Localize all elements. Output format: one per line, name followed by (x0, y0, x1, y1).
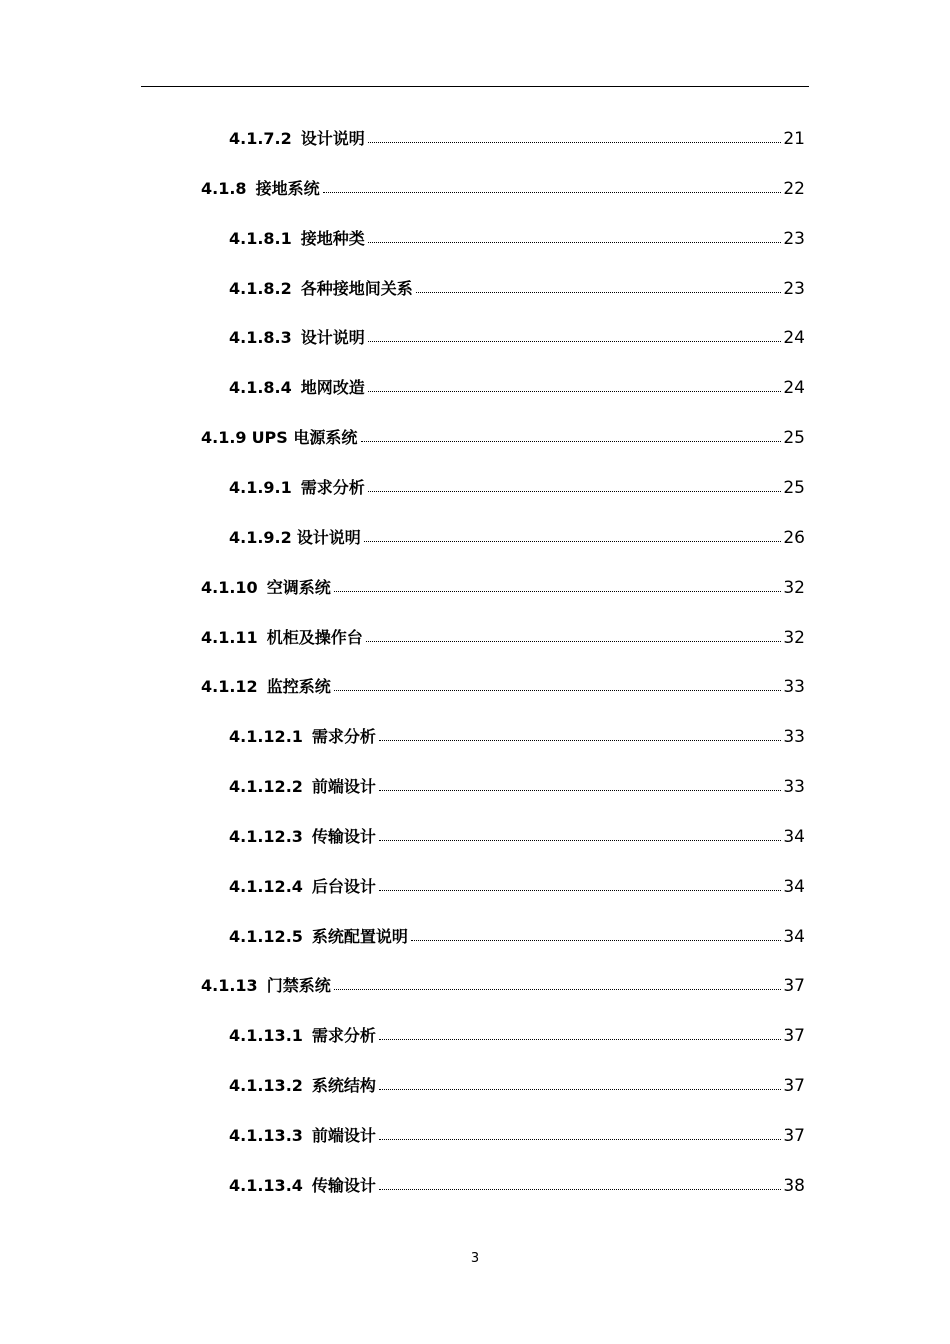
toc-entry-number: 4.1.12.3 (229, 826, 303, 846)
toc-entry[interactable] (0, 725, 950, 749)
toc-entry-text (229, 875, 950, 899)
toc-entry-page: 23 (783, 278, 805, 299)
toc-entry[interactable] (0, 675, 950, 699)
toc-entry-text (229, 775, 950, 799)
toc-entry-title: 前端设计 (311, 1126, 376, 1145)
toc-entry-title: 系统配置说明 (311, 926, 408, 946)
toc-entry[interactable] (0, 775, 950, 799)
toc-entry-page: 26 (783, 527, 805, 548)
toc-entry[interactable] (0, 376, 950, 400)
toc-dot-leader (323, 192, 781, 193)
toc-entry-number: 4.1.8.1 (229, 228, 292, 248)
toc-entry-page: 25 (783, 428, 805, 449)
toc-entry-number: 4.1.12 (201, 677, 258, 697)
toc-dot-leader (379, 1189, 781, 1190)
toc-entry-text (229, 526, 950, 550)
toc-dot-leader (379, 1039, 781, 1040)
toc-entry-text (229, 1074, 950, 1098)
toc-dot-leader (368, 391, 781, 392)
toc-entry[interactable] (0, 326, 950, 350)
toc-entry-number: 4.1.9.2 (229, 527, 292, 547)
toc-entry-text (229, 1024, 950, 1048)
toc-entry[interactable] (0, 476, 950, 500)
toc-entry-text (201, 576, 950, 600)
toc-entry-number: 4.1.10 (201, 577, 258, 597)
toc-entry[interactable] (0, 127, 950, 151)
toc-entry-title: UPS 电源系统 (251, 428, 358, 448)
toc-entry-text (229, 376, 950, 400)
toc-entry-title: 系统结构 (311, 1076, 376, 1096)
toc-entry-page: 33 (783, 677, 805, 698)
toc-entry-text (229, 326, 950, 350)
toc-entry-text (201, 675, 950, 699)
toc-entry[interactable] (0, 925, 950, 949)
toc-entry-title: 需求分析 (311, 727, 376, 747)
toc-entry-page: 37 (783, 1076, 805, 1097)
toc-entry-number: 4.1.7.2 (229, 129, 292, 148)
toc-entry-title: 前端设计 (311, 777, 376, 797)
toc-entry[interactable] (0, 177, 950, 201)
toc-entry[interactable] (0, 875, 950, 899)
toc-entry-title: 传输设计 (311, 1175, 376, 1195)
toc-entry-title: 空调系统 (266, 577, 331, 597)
toc-dot-leader (368, 341, 781, 342)
toc-entry-text (201, 426, 950, 450)
toc-entry-number: 4.1.9 (201, 428, 247, 448)
toc-entry-text (229, 227, 950, 251)
toc-entry[interactable] (0, 426, 950, 450)
toc-entry-page: 34 (783, 876, 805, 897)
toc-entry-title: 接地系统 (255, 178, 320, 198)
toc-entry-number: 4.1.12.5 (229, 926, 303, 946)
toc-entry-title: 设计说明 (300, 129, 365, 148)
toc-dot-leader (379, 740, 781, 741)
toc-entry-number: 4.1.11 (201, 627, 258, 647)
toc-entry[interactable] (0, 526, 950, 550)
toc-entry-page: 37 (783, 1026, 805, 1047)
toc-entry-page: 21 (783, 129, 805, 149)
toc-entry-number: 4.1.13.2 (229, 1076, 303, 1096)
toc-entry-number: 4.1.13.3 (229, 1126, 303, 1145)
toc-entry[interactable] (0, 825, 950, 849)
toc-entry-page: 38 (783, 1175, 805, 1196)
toc-entry[interactable] (0, 1124, 950, 1148)
toc-entry-title: 传输设计 (311, 826, 376, 846)
toc-entry-number: 4.1.13 (201, 976, 258, 996)
toc-entry[interactable] (0, 1024, 950, 1048)
toc-dot-leader (366, 641, 781, 642)
toc-dot-leader (334, 690, 781, 691)
toc-entry-title: 后台设计 (311, 876, 376, 896)
toc-entry-number: 4.1.8.4 (229, 378, 292, 398)
toc-entry-title: 设计说明 (300, 328, 365, 348)
toc-dot-leader (334, 591, 781, 592)
toc-entry-title: 各种接地间关系 (300, 278, 413, 298)
toc-entry-title: 地网改造 (300, 378, 365, 398)
toc-dot-leader (379, 790, 781, 791)
toc-entry-text (229, 925, 950, 949)
toc-entry-title: 设计说明 (296, 527, 361, 547)
toc-dot-leader (361, 441, 781, 442)
toc-entry-text (201, 626, 950, 650)
toc-dot-leader (411, 940, 781, 941)
toc-entry-page: 25 (783, 477, 805, 498)
toc-dot-leader (379, 1139, 781, 1140)
toc-entry-page: 23 (783, 228, 805, 249)
toc-entry[interactable] (0, 626, 950, 650)
toc-entry-page: 32 (783, 627, 805, 648)
toc-dot-leader (368, 142, 781, 143)
toc-entry-text (229, 825, 950, 849)
toc-entry-title: 机柜及操作台 (266, 627, 363, 647)
toc-entry-number: 4.1.12.1 (229, 727, 303, 747)
toc-entry[interactable] (0, 1174, 950, 1198)
toc-entry-text (229, 725, 950, 749)
toc-entry-title: 需求分析 (311, 1026, 376, 1046)
toc-entry-number: 4.1.8.2 (229, 278, 292, 298)
toc-entry[interactable] (0, 1074, 950, 1098)
toc-entry-title: 接地种类 (300, 228, 365, 248)
toc-entry-page: 33 (783, 727, 805, 748)
toc-entry[interactable] (0, 974, 950, 998)
toc-entry[interactable] (0, 576, 950, 600)
toc-dot-leader (334, 989, 781, 990)
toc-dot-leader (379, 890, 781, 891)
toc-dot-leader (379, 840, 781, 841)
toc-dot-leader (416, 292, 781, 293)
toc-entry-page: 34 (783, 926, 805, 947)
toc-entry-page: 22 (783, 178, 805, 199)
toc-entry-page: 33 (783, 777, 805, 798)
toc-entry-page: 34 (783, 826, 805, 847)
toc-entry-page: 37 (783, 976, 805, 997)
toc-dot-leader (368, 242, 781, 243)
toc-entry-title: 监控系统 (266, 677, 331, 697)
toc-entry-number: 4.1.12.2 (229, 777, 303, 797)
toc-entry-text (229, 277, 950, 301)
toc-entry-text (201, 974, 950, 998)
toc-entry-text (229, 1124, 950, 1148)
toc-entry-page: 24 (783, 328, 805, 349)
toc-entry-title: 门禁系统 (266, 976, 331, 996)
toc-dot-leader (368, 491, 781, 492)
toc-entry-title: 需求分析 (300, 477, 365, 497)
toc-entry-text (229, 476, 950, 500)
toc-entry-text (229, 127, 950, 151)
toc-dot-leader (364, 541, 781, 542)
toc-entry-number: 4.1.13.1 (229, 1026, 303, 1046)
toc-entry[interactable] (0, 227, 950, 251)
toc-entry-page: 24 (783, 378, 805, 399)
toc-dot-leader (379, 1089, 781, 1090)
toc-entry-number: 4.1.8.3 (229, 328, 292, 348)
page-number: 3 (470, 1251, 480, 1266)
toc-entry-number: 4.1.9.1 (229, 477, 292, 497)
toc-entry-page: 37 (783, 1126, 805, 1146)
toc-entry-page: 32 (783, 577, 805, 598)
toc-entry-text (229, 1174, 950, 1198)
toc-entry-text (201, 177, 950, 201)
toc-entry-number: 4.1.8 (201, 178, 247, 198)
toc-entry[interactable] (0, 277, 950, 301)
toc-entry-number: 4.1.12.4 (229, 876, 303, 896)
toc-entry-number: 4.1.13.4 (229, 1175, 303, 1195)
